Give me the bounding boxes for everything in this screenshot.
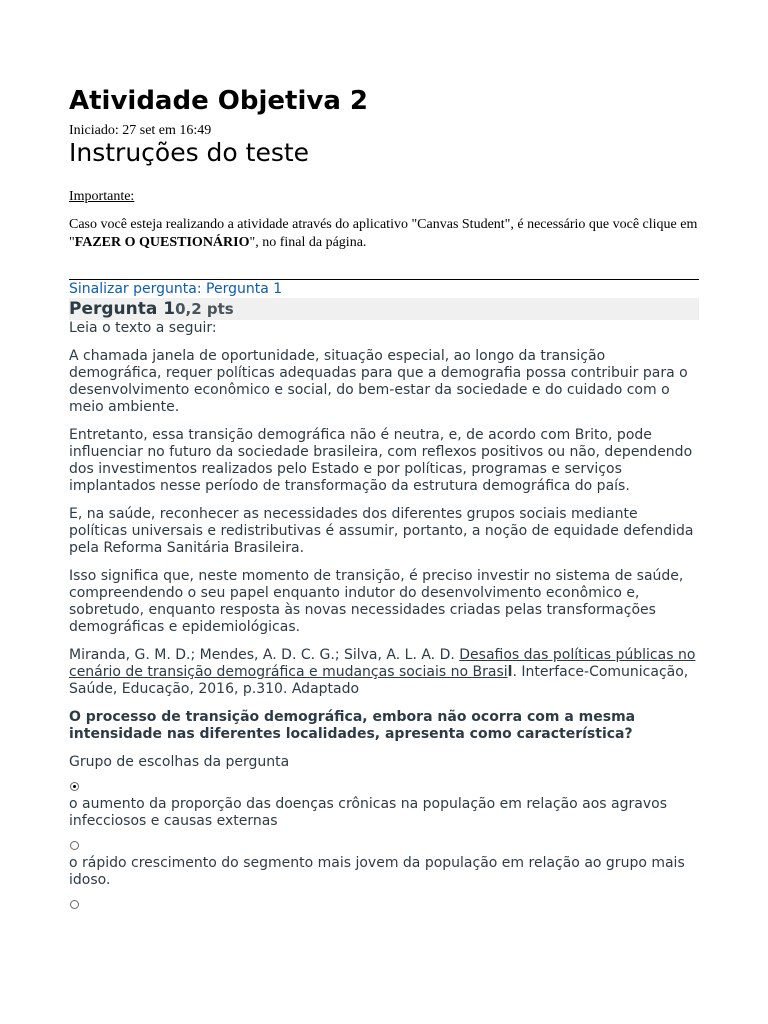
question-header — [69, 298, 699, 320]
note-text-bold: FAZER O QUESTIONÁRIO — [74, 235, 250, 250]
reference-link-bold: l — [507, 664, 513, 680]
quiz-page — [69, 84, 699, 914]
question-lead: Leia o texto a seguir: — [69, 320, 217, 336]
option-radio-3[interactable] — [70, 900, 79, 909]
option-text-2[interactable]: o rápido crescimento do segmento mais jovem da população em relação ao grupo mais idoso. — [69, 855, 685, 888]
question-prompt: O processo de transição demográfica, embora não ocorra com a mesma intensidade nas diferentes localidades, apresenta como característica? — [69, 709, 636, 742]
question-paragraph: Entretanto, essa transição demográfica não é neutra, e, de acordo com Brito, pode influenciar no futuro da sociedade brasileira, com reflexos positivos ou não, dependendo dos investimentos realizados pelo Estado e por políticas, programas e serviços implantados nesse período de transformação da estrutura demográfica do país. — [69, 427, 693, 494]
flag-question-link[interactable]: Sinalizar pergunta: Pergunta 1 — [69, 281, 283, 297]
option-text-1[interactable]: o aumento da proporção das doenças crônicas na população em relação aos agravos infecciosos e causas externas — [69, 796, 668, 829]
reference-link-text: Desafios das políticas públicas no cenário de transição demográfica e mudanças sociais no Brasi — [69, 647, 696, 680]
note-text-1: Caso você esteja realizando a atividade através do aplicativo "Canvas Student", é necessário que você clique em " — [69, 217, 698, 250]
question-points: 0,2 pts — [175, 300, 234, 318]
reference-suffix: . Interface-Comunicação, Saúde, Educação, 2016, p.310. Adaptado — [69, 664, 689, 697]
option-radio-2[interactable] — [70, 841, 79, 850]
question-body — [69, 320, 699, 909]
question-title: Pergunta 1 — [69, 299, 176, 319]
note-text-2: ", no final da página. — [249, 235, 367, 250]
started-timestamp: Iniciado: 27 set em 16:49 — [69, 123, 212, 138]
instructions-title: Instruções do teste — [69, 138, 310, 167]
question-paragraph: Isso significa que, neste momento de transição, é preciso investir no sistema de saúde, compreendendo o seu papel enquanto indutor do desenvolvimento econômico e, sobretudo, enquanto resposta às novas necessidades criadas pelas transformações demográficas e epidemiológicas. — [69, 568, 684, 635]
reference-authors: Miranda, G. M. D.; Mendes, A. D. C. G.; Silva, A. L. A. D. — [69, 647, 460, 663]
question-paragraph: E, na saúde, reconhecer as necessidades dos diferentes grupos sociais mediante políticas universais e redistributivas é assumir, portanto, a noção de equidade defendida pela Reforma Sanitária Brasileira. — [69, 506, 694, 556]
important-label: Importante: — [69, 189, 135, 204]
reference — [69, 647, 699, 698]
page-title: Atividade Objetiva 2 — [69, 86, 369, 116]
choice-group-label: Grupo de escolhas da pergunta — [69, 754, 290, 770]
question-paragraph: A chamada janela de oportunidade, situação especial, ao longo da transição demográfica, requer políticas adequadas para que a demografia possa contribuir para o desenvolvimento econômico e social, do bem-estar da sociedade e do cuidado com o meio ambiente. — [69, 348, 688, 415]
option-radio-1[interactable] — [70, 782, 79, 791]
instructions-note — [69, 216, 699, 252]
